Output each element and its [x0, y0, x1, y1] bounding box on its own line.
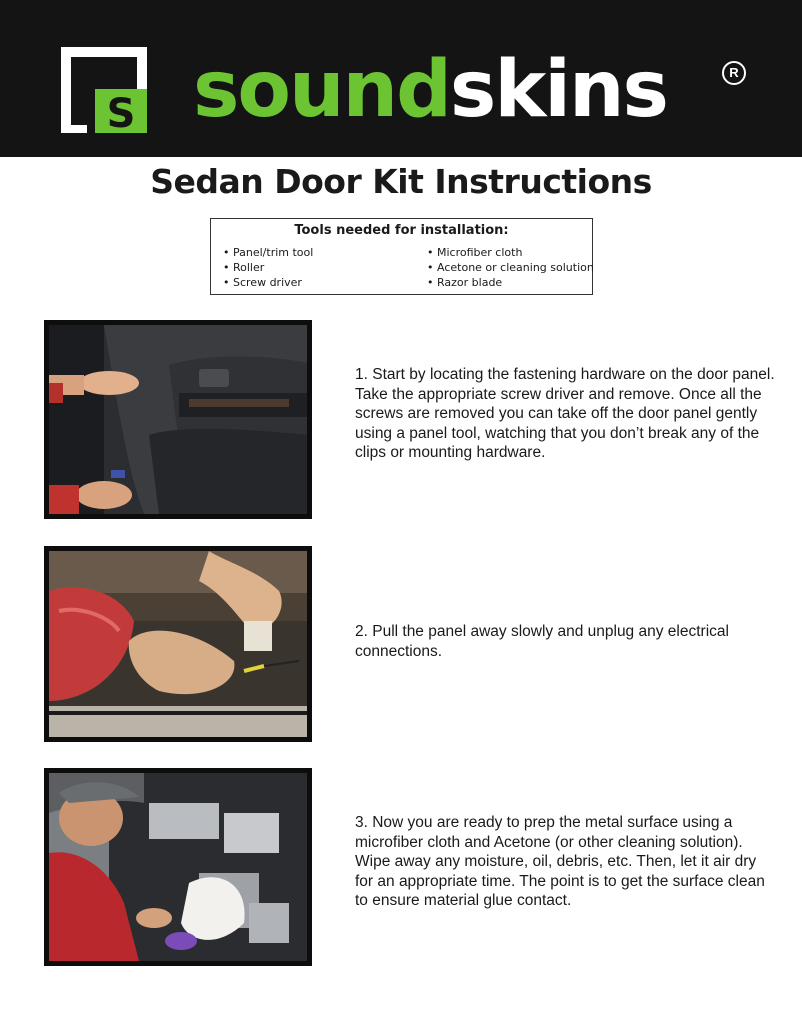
brand-header [0, 0, 802, 157]
unplug-connector-photo-icon [49, 551, 307, 737]
step-3-photo [44, 768, 312, 966]
brand-word-sound: sound [193, 45, 450, 135]
cleaning-surface-photo-icon [49, 773, 307, 961]
tools-list-left [223, 245, 313, 290]
step-2-photo [44, 546, 312, 742]
tool-item: • Acetone or cleaning solution [427, 260, 594, 275]
step-2-text: 2. Pull the panel away slowly and unplug any electrical connections. [355, 623, 729, 660]
door-panel-photo-icon [49, 325, 307, 514]
registered-trademark-icon: R [722, 61, 746, 85]
step-3-text: 3. Now you are ready to prep the metal surface using a microfiber cloth and Acetone (or other cleaning solution). Wipe away any moisture, oil, debris, etc. Then, let it air dry for an appropriate time. The point is to get the surface clean to ensure material glue contact. [355, 814, 765, 909]
tools-heading: Tools needed for installation: [294, 223, 509, 238]
step-1-text: 1. Start by locating the fastening hardware on the door panel. Take the appropriate screw driver and remove. Once all the screws are removed you can take off the door panel gently using a panel tool, watching that you don’t break any of the clips or mounting hardware. [355, 366, 775, 461]
tool-item: • Razor blade [427, 275, 594, 290]
tool-item: • Microfiber cloth [427, 245, 594, 260]
soundskins-logo-icon [57, 43, 151, 137]
tools-list-right [427, 245, 594, 290]
svg-text:S: S [106, 91, 136, 137]
tool-item: • Roller [223, 260, 313, 275]
tools-box [210, 218, 593, 295]
brand-word-skins: skins [449, 45, 667, 135]
page-title: Sedan Door Kit Instructions [150, 162, 652, 201]
brand-wordmark [193, 40, 667, 140]
step-1-photo [44, 320, 312, 519]
tool-item: • Panel/trim tool [223, 245, 313, 260]
tool-item: • Screw driver [223, 275, 313, 290]
